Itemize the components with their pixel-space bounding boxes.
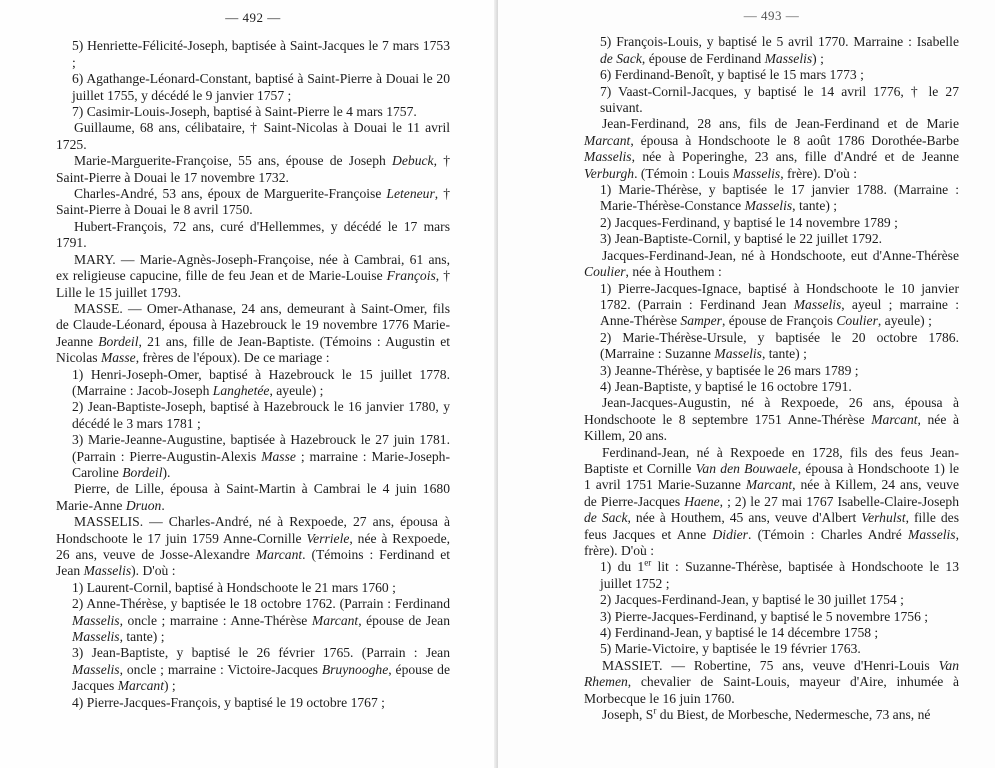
paragraph: Marie-Marguerite-Françoise, 55 ans, épouse de Joseph Debuck, † Saint-Pierre à Douai le 17 novembre 1732.: [56, 153, 450, 185]
list-entry: 2) Marie-Thérèse-Ursule, y baptisée le 20 octobre 1786. (Marraine : Suzanne Masselis, tante) ;: [600, 329, 959, 362]
list-entry: 5) Marie-Victoire, y baptisée le 19 février 1763.: [600, 641, 861, 657]
paragraph: Charles-André, 53 ans, époux de Marguerite-Françoise Leteneur, † Saint-Pierre à Douai le 8 avril 1750.: [56, 186, 450, 218]
page-number: — 492 —: [225, 10, 281, 25]
list-entry: 3) Pierre-Jacques-Ferdinand, y baptisé le 5 novembre 1756 ;: [600, 608, 929, 624]
paragraph: MASSE. — Omer-Athanase, 24 ans, demeurant à Saint-Omer, fils de Claude-Léonard, épousa à Hazebrouck le 19 novembre 1776 Marie-Jeanne Bordeil, 21 ans, fille de Jean-Baptiste. (Témoins : Augustin et Nicolas Masse, frères de l'époux). De ce mariage :: [56, 300, 451, 366]
list-entry: 2) Jacques-Ferdinand-Jean, y baptisé le 30 juillet 1754 ;: [600, 592, 904, 608]
list-entry: 3) Jean-Baptiste, y baptisé le 26 février 1765. (Parrain : Jean Masselis, oncle ; marraine : Victoire-Jacques Bruynooghe, épouse de Jacques Marcant) ;: [72, 645, 450, 694]
list-entry: 4) Ferdinand-Jean, y baptisé le 14 décembre 1758 ;: [600, 625, 879, 641]
list-entry: 1) Marie-Thérèse, y baptisée le 17 janvier 1788. (Marraine : Marie-Thérèse-Constance Masselis, tante) ;: [600, 182, 959, 214]
list-entry: 2) Jacques-Ferdinand, y baptisé le 14 novembre 1789 ;: [600, 214, 898, 230]
paragraph: Guillaume, 68 ans, célibataire, † Saint-Nicolas à Douai le 11 avril 1725.: [56, 120, 450, 152]
list-entry: 3) Jeanne-Thérèse, y baptisée le 26 mars 1789 ;: [600, 362, 859, 378]
paragraph: MASSELIS. — Charles-André, né à Rexpoede, 27 ans, épousa à Hondschoote le 17 juin 1759 Anne-Cornille Verriele, née à Rexpoede, 26 ans, veuve de Josse-Alexandre Marcant. (Témoins : Ferdinand et Jean Masselis). D'où :: [56, 514, 451, 579]
list-entry: 2) Jean-Baptiste-Joseph, baptisé à Hazebrouck le 16 janvier 1780, y décédé le 3 mars 1781 ;: [72, 399, 450, 431]
list-entry: 1) du 1er lit : Suzanne-Thérèse, baptisée à Hondschoote le 13 juillet 1752 ;: [600, 557, 960, 591]
paragraph: MARY. — Marie-Agnès-Joseph-Françoise, née à Cambrai, 61 ans, ex religieuse capucine, fille de feu Jean et de Marie-Louise François, † Lille le 15 juillet 1793.: [56, 251, 451, 300]
paragraph: Pierre, de Lille, épousa à Saint-Martin à Cambrai le 4 juin 1680 Marie-Anne Druon.: [56, 481, 450, 513]
page-text: [584, 34, 959, 723]
paragraph: Jean-Jacques-Augustin, né à Rexpoede, 26 ans, épousa à Hondschoote le 8 septembre 1751 Anne-Thérèse Marcant, née à Killem, 20 ans.: [584, 395, 959, 444]
paragraph: Jacques-Ferdinand-Jean, né à Hondschoote, eut d'Anne-Thérèse Coulier, née à Houthem :: [584, 247, 959, 280]
list-entry: 7) Vaast-Cornil-Jacques, y baptisé le 14 avril 1776, † le 27 suivant.: [600, 83, 959, 116]
list-entry: 3) Jean-Baptiste-Cornil, y baptisé le 22 juillet 1792.: [600, 231, 883, 247]
paragraph: MASSIET. — Robertine, 75 ans, veuve d'Henri-Louis Van Rhemen, chevalier de Saint-Louis, mayeur d'Aire, inhumée à Morbecque le 16 juin 1760.: [584, 657, 959, 706]
page-number: — 493 —: [743, 8, 800, 23]
list-entry: 6) Agathange-Léonard-Constant, baptisé à Saint-Pierre à Douai le 20 juillet 1755, y décédé le 9 janvier 1757 ;: [72, 71, 450, 103]
list-entry: 2) Anne-Thérèse, y baptisée le 18 octobre 1762. (Parrain : Ferdinand Masselis, oncle ; marraine : Anne-Thérèse Marcant, épouse de Jean Masselis, tante) ;: [72, 596, 450, 645]
paragraph: Jean-Ferdinand, 28 ans, fils de Jean-Ferdinand et de Marie Marcant, épousa à Hondschoote le 8 août 1786 Dorothée-Barbe Masselis, née à Poperinghe, 23 ans, fille d'André et de Jeanne Verburgh. (Témoin : Louis Masselis, frère). D'où :: [584, 116, 959, 181]
paragraph: Ferdinand-Jean, né à Rexpoede en 1728, fils des feus Jean-Baptiste et Cornille Van den Bouwaele, épousa à Hondschoote 1) le 1 avril 1751 Marie-Suzanne Marcant, née à Killem, 24 ans, veuve de Pierre-Jacques Haene, ; 2) le 27 mai 1767 Isabelle-Claire-Joseph de Sack, née à Houthem, 45 ans, veuve d'Albert Verhulst, fille des feus Jacques et Anne Didier. (Témoin : Charles André Masselis, frère). D'où :: [584, 444, 959, 558]
paragraph: Joseph, $S^r$ du Biest, de Morbesche, Nedermesche, 73 ans, né: [602, 705, 931, 723]
right-page: [498, 0, 995, 768]
list-entry: 1) Laurent-Cornil, baptisé à Hondschoote le 21 mars 1760 ;: [72, 579, 396, 595]
paragraph: Hubert-François, 72 ans, curé d'Hellemmes, y décédé le 17 mars 1791.: [56, 218, 450, 251]
list-entry: 3) Marie-Jeanne-Augustine, baptisée à Hazebrouck le 27 juin 1781. (Parrain : Pierre-Augustin-Alexis Masse ; marraine : Marie-Joseph-Caroline Bordeil).: [72, 432, 451, 480]
list-entry: 5) François-Louis, y baptisé le 5 avril 1770. Marraine : Isabelle de Sack, épouse de Ferdinand Masselis) ;: [600, 34, 959, 66]
list-entry: 5) Henriette-Félicité-Joseph, baptisée à Saint-Jacques le 7 mars 1753 ;: [72, 38, 450, 70]
list-entry: 4) Jean-Baptiste, y baptisé le 16 octobre 1791.: [600, 378, 852, 394]
list-entry: 1) Pierre-Jacques-Ignace, baptisé à Hondschoote le 10 janvier 1782. (Parrain : Ferdinand Jean Masselis, ayeul ; marraine : Anne-Thérèse Samper, épouse de François Coulier, ayeule) ;: [600, 280, 959, 329]
list-entry: 1) Henri-Joseph-Omer, baptisé à Hazebrouck le 15 juillet 1778. (Marraine : Jacob-Joseph Langhetée, ayeule) ;: [72, 366, 450, 398]
page-text: [56, 38, 450, 711]
list-entry: 4) Pierre-Jacques-François, y baptisé le 19 octobre 1767 ;: [72, 694, 385, 710]
list-entry: 6) Ferdinand-Benoît, y baptisé le 15 mars 1773 ;: [600, 67, 864, 83]
list-entry: 7) Casimir-Louis-Joseph, baptisé à Saint-Pierre le 4 mars 1757.: [72, 104, 417, 120]
